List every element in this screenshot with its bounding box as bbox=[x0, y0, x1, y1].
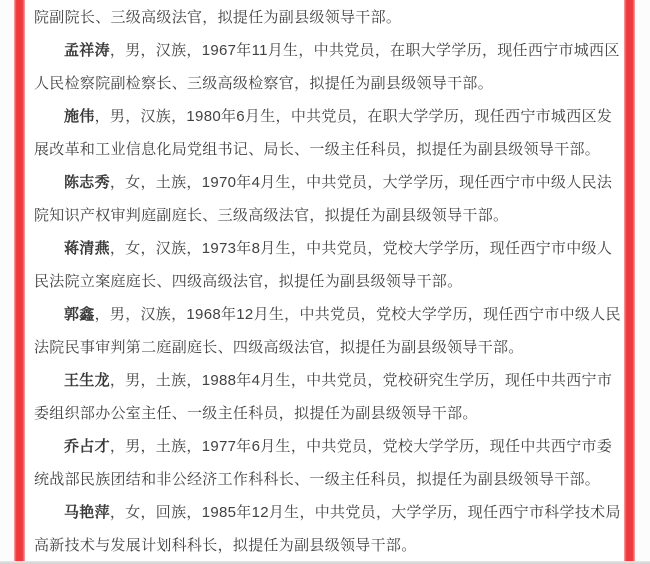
profile-details-text: ，男，汉族，1968年12月生，中共党员，党校大学学历，现任西宁市中级人民法院民事审判第二庭副庭长、四级高级法官，拟提任为副县级领导干部。 bbox=[34, 306, 621, 356]
profile-paragraph bbox=[34, 232, 622, 298]
profile-paragraph bbox=[34, 34, 622, 100]
left-red-border-bar bbox=[14, 0, 25, 562]
official-name: 施伟 bbox=[64, 108, 95, 125]
official-name: 马艳萍 bbox=[64, 504, 110, 521]
profile-details-text: ，女，回族，1985年12月生，中共党员，大学学历，现任西宁市科学技术局高新技术与发展计划科科长，拟提任为副县级领导干部。 bbox=[34, 504, 621, 554]
profile-paragraph bbox=[34, 298, 622, 364]
official-name: 郭鑫 bbox=[64, 306, 95, 323]
right-page-margin bbox=[635, 0, 650, 564]
left-page-margin bbox=[0, 0, 14, 564]
official-name: 陈志秀 bbox=[64, 174, 110, 191]
profile-details-text: ，男，土族，1988年4月生，中共党员，党校研究生学历，现任中共西宁市委组织部办公室主任、一级主任科员，拟提任为副县级领导干部。 bbox=[34, 372, 613, 422]
profile-paragraph bbox=[34, 430, 622, 496]
profile-paragraph bbox=[34, 364, 622, 430]
profile-details-text: ，男，土族，1977年6月生，中共党员，党校大学学历，现任中共西宁市委统战部民族团结和非公经济工作科科长、一级主任科员，拟提任为副县级领导干部。 bbox=[34, 438, 613, 488]
announcement-article-body bbox=[34, 1, 622, 562]
official-name: 蒋清燕 bbox=[64, 240, 110, 257]
profile-paragraph-continuation bbox=[34, 1, 622, 34]
profile-continuation-text: 院副院长、三级高级法官，拟提任为副县级领导干部。 bbox=[34, 9, 402, 26]
profile-paragraph bbox=[34, 100, 622, 166]
profile-details-text: ，女，土族，1970年4月生，中共党员，大学学历，现任西宁市中级人民法院知识产权审判庭副庭长、三级高级法官，拟提任为副县级领导干部。 bbox=[34, 174, 613, 224]
official-name: 乔占才 bbox=[64, 438, 110, 455]
profile-details-text: ，女，汉族，1973年8月生，中共党员，党校大学学历，现任西宁市中级人民法院立案庭庭长、四级高级法官，拟提任为副县级领导干部。 bbox=[34, 240, 613, 290]
official-name: 孟祥涛 bbox=[64, 42, 110, 59]
profile-paragraph bbox=[34, 496, 622, 562]
profile-paragraph bbox=[34, 166, 622, 232]
profile-details-text: ，男，汉族，1967年11月生，中共党员，在职大学学历，现任西宁市城西区人民检察院副检察长、三级高级检察官，拟提任为副县级领导干部。 bbox=[34, 42, 620, 92]
official-name: 王生龙 bbox=[64, 372, 110, 389]
right-red-border-bar bbox=[624, 0, 635, 562]
profile-details-text: ，男，汉族，1980年6月生，中共党员，在职大学学历，现任西宁市城西区发展改革和工业信息化局党组书记、局长、一级主任科员，拟提任为副县级领导干部。 bbox=[34, 108, 613, 158]
